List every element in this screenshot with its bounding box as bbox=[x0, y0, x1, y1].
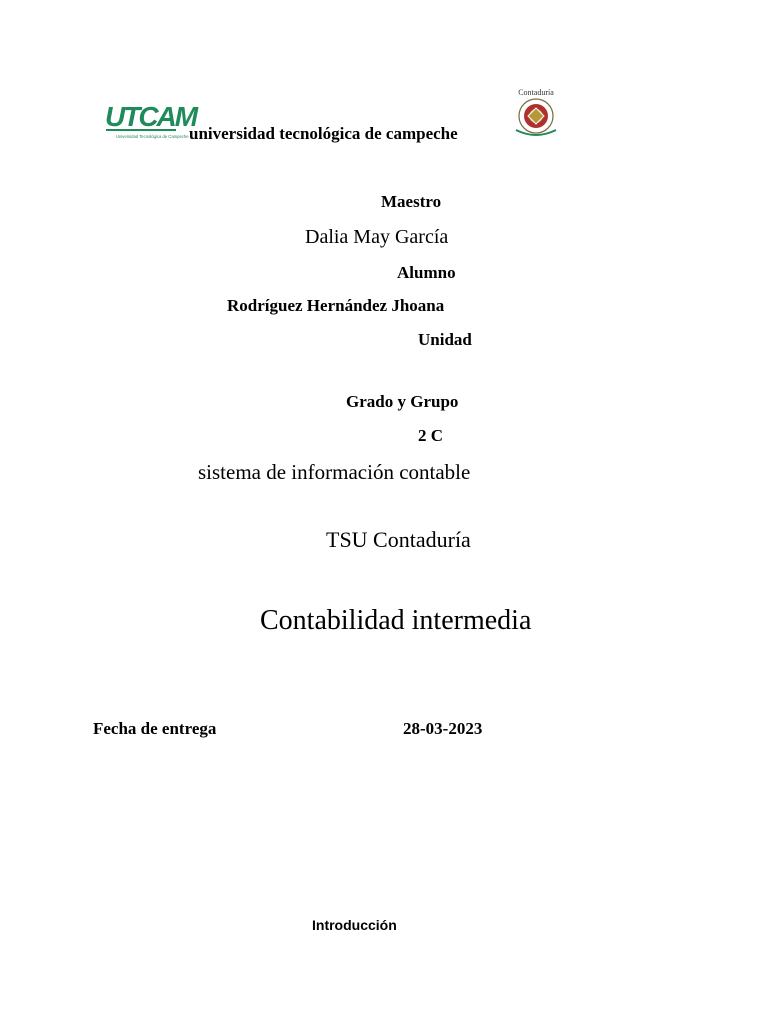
due-date-value: 28-03-2023 bbox=[403, 719, 483, 738]
section-heading-introduccion: Introducción bbox=[312, 917, 397, 933]
contaduria-seal-logo bbox=[506, 86, 566, 142]
due-date-label: Fecha de entrega bbox=[93, 719, 217, 738]
career-name: TSU Contaduría bbox=[326, 527, 471, 552]
grade-group-value: 2 C bbox=[418, 426, 444, 445]
teacher-label: Maestro bbox=[381, 192, 442, 211]
university-name: universidad tecnológica de campeche bbox=[189, 124, 458, 143]
svg-text:UTCAM: UTCAM bbox=[105, 101, 197, 132]
svg-text:Universidad Tecnológica de Cam: Universidad Tecnológica de Campeche bbox=[116, 134, 189, 139]
unit-label: Unidad bbox=[418, 330, 472, 349]
subject-name: sistema de información contable bbox=[198, 460, 471, 484]
teacher-name: Dalia May García bbox=[305, 226, 449, 248]
grade-group-label: Grado y Grupo bbox=[346, 392, 459, 411]
student-name: Rodríguez Hernández Jhoana bbox=[227, 296, 445, 315]
utcam-logo bbox=[104, 96, 197, 142]
student-label: Alumno bbox=[397, 263, 456, 282]
svg-text:Contaduría: Contaduría bbox=[518, 88, 554, 97]
course-title: Contabilidad intermedia bbox=[260, 605, 532, 636]
